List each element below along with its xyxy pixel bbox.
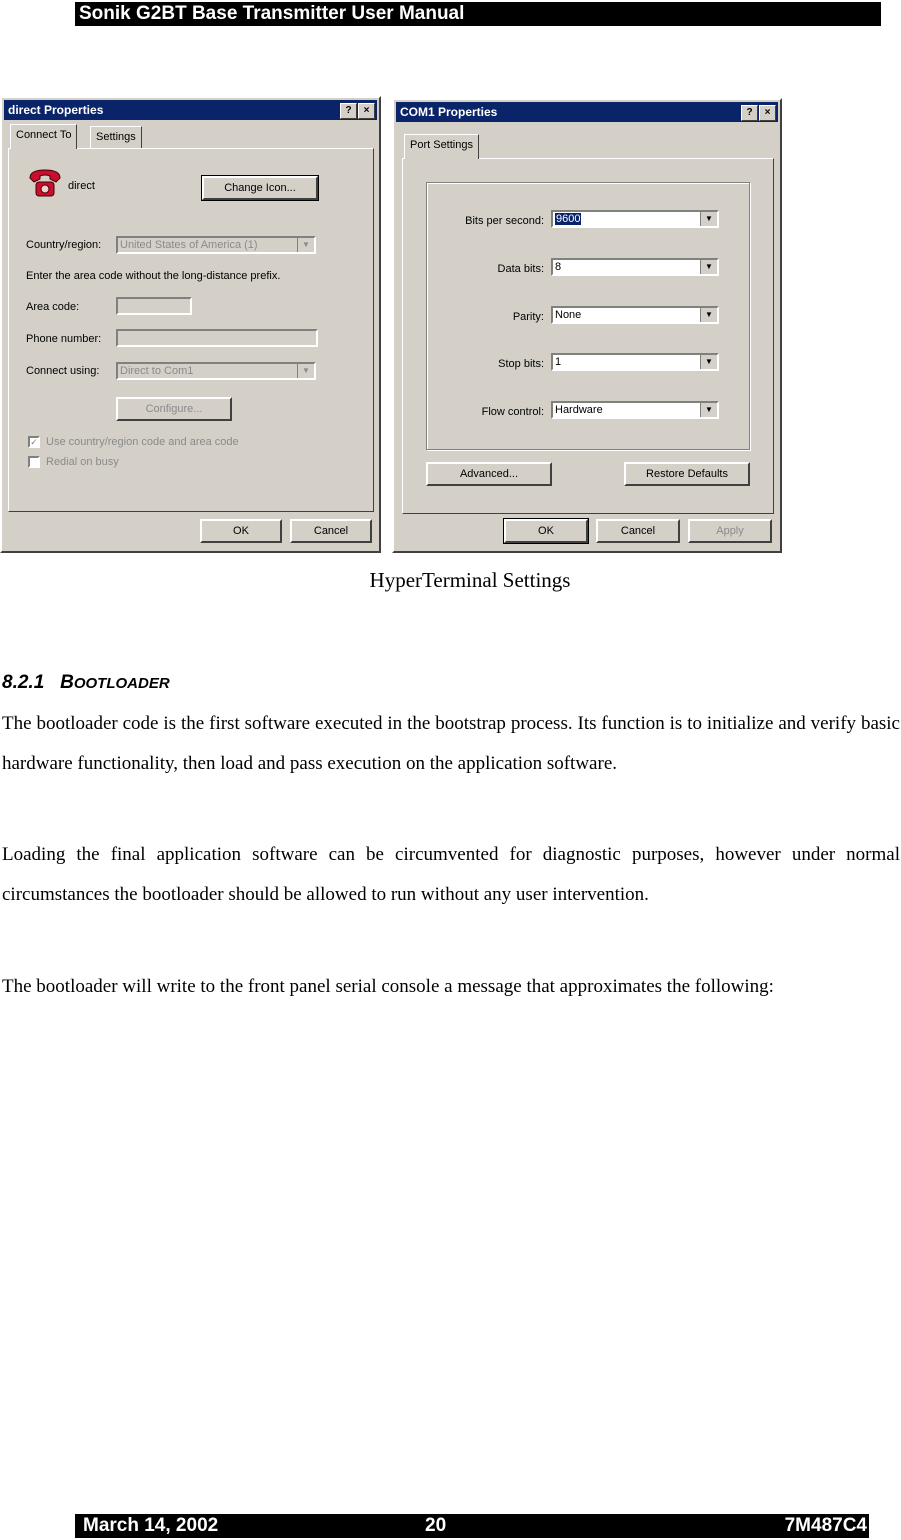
connect-using-label: Connect using: (26, 365, 100, 377)
tab-port-settings[interactable]: Port Settings (404, 134, 479, 159)
chevron-down-icon: ▼ (700, 260, 717, 274)
phone-number-label: Phone number: (26, 333, 102, 345)
phone-number-input[interactable] (116, 329, 318, 347)
country-label: Country/region: (26, 239, 102, 251)
phone-icon (26, 166, 64, 200)
figure-caption: HyperTerminal Settings (369, 568, 571, 592)
paragraph-3: The bootloader will write to the front panel serial console a message that approximates the following: (2, 976, 774, 997)
stop-bits-label: Stop bits: (498, 358, 544, 370)
help-button[interactable]: ? (340, 103, 357, 119)
footer-doc-id: 7M487C4 (784, 1515, 867, 1536)
dialog-title: direct Properties (8, 103, 104, 117)
parity-select[interactable] (551, 306, 719, 324)
stop-bits-value: 1 (555, 356, 562, 368)
page-header: Sonik G2BT Base Transmitter User Manual (75, 2, 881, 26)
redial-checkbox[interactable] (28, 456, 40, 468)
data-bits-select[interactable] (551, 258, 719, 276)
chevron-down-icon: ▼ (297, 238, 314, 252)
flow-control-value: Hardware (555, 404, 603, 416)
ok-button[interactable]: OK (504, 519, 588, 543)
redial-label: Redial on busy (46, 456, 119, 468)
close-button[interactable]: × (358, 103, 375, 119)
country-select[interactable] (116, 236, 316, 254)
close-button[interactable]: × (759, 105, 776, 121)
ok-button[interactable]: OK (200, 519, 282, 543)
dialog-titlebar (396, 102, 778, 122)
area-code-prompt: Enter the area code without the long-distance prefix. (26, 270, 281, 282)
paragraph-2: Loading the final application software can be circumvented for diagnostic purposes, however under normal circumstances the bootloader should be allowed to run without any user intervention. (2, 844, 900, 905)
bits-per-second-label: Bits per second: (465, 215, 544, 227)
bits-per-second-value: 9600 (556, 213, 581, 225)
country-value: United States of America (1) (120, 239, 258, 251)
flow-control-select[interactable] (551, 401, 719, 419)
change-icon-button[interactable]: Change Icon... (202, 176, 318, 200)
stop-bits-select[interactable] (551, 353, 719, 371)
cancel-button[interactable]: Cancel (596, 519, 680, 543)
section-heading (2, 672, 170, 694)
use-country-label: Use country/region code and area code (46, 436, 239, 448)
section-title-initial: B (60, 672, 74, 693)
section-title-rest: OOTLOADER (73, 675, 170, 692)
area-code-input[interactable] (116, 297, 192, 315)
data-bits-value: 8 (555, 261, 562, 273)
paragraph-1: The bootloader code is the first software executed in the bootstrap process. Its function is to initialize and verify basic hardware functionality, then load and pass execution on the application software. (2, 713, 900, 774)
connect-using-select[interactable] (116, 362, 316, 380)
tab-settings[interactable]: Settings (90, 126, 142, 148)
com1-properties-dialog (392, 98, 782, 553)
footer-page-number: 20 (425, 1515, 447, 1536)
data-bits-label: Data bits: (497, 263, 544, 275)
page-footer (75, 1514, 869, 1538)
advanced-button[interactable]: Advanced... (426, 462, 552, 486)
dialog-title: COM1 Properties (400, 105, 498, 119)
tab-connect-to[interactable]: Connect To (10, 124, 77, 149)
area-code-label: Area code: (26, 301, 80, 313)
bits-per-second-select[interactable] (551, 210, 719, 228)
parity-value: None (555, 309, 582, 321)
connect-using-value: Direct to Com1 (120, 365, 194, 377)
use-country-checkbox[interactable]: ✓ (28, 436, 40, 448)
configure-button[interactable]: Configure... (116, 397, 232, 421)
cancel-button[interactable]: Cancel (290, 519, 372, 543)
chevron-down-icon: ▼ (700, 355, 717, 369)
flow-control-label: Flow control: (481, 406, 544, 418)
restore-defaults-button[interactable]: Restore Defaults (624, 462, 750, 486)
chevron-down-icon: ▼ (297, 364, 314, 378)
parity-label: Parity: (512, 311, 544, 323)
dialog-titlebar (4, 100, 377, 120)
apply-button[interactable]: Apply (688, 519, 772, 543)
help-button[interactable]: ? (741, 105, 758, 121)
direct-properties-dialog (0, 96, 381, 553)
chevron-down-icon: ▼ (700, 403, 717, 417)
section-number: 8.2.1 (2, 672, 45, 693)
footer-date: March 14, 2002 (83, 1515, 219, 1536)
chevron-down-icon: ▼ (700, 212, 717, 226)
connection-name: direct (68, 180, 95, 192)
chevron-down-icon: ▼ (700, 308, 717, 322)
